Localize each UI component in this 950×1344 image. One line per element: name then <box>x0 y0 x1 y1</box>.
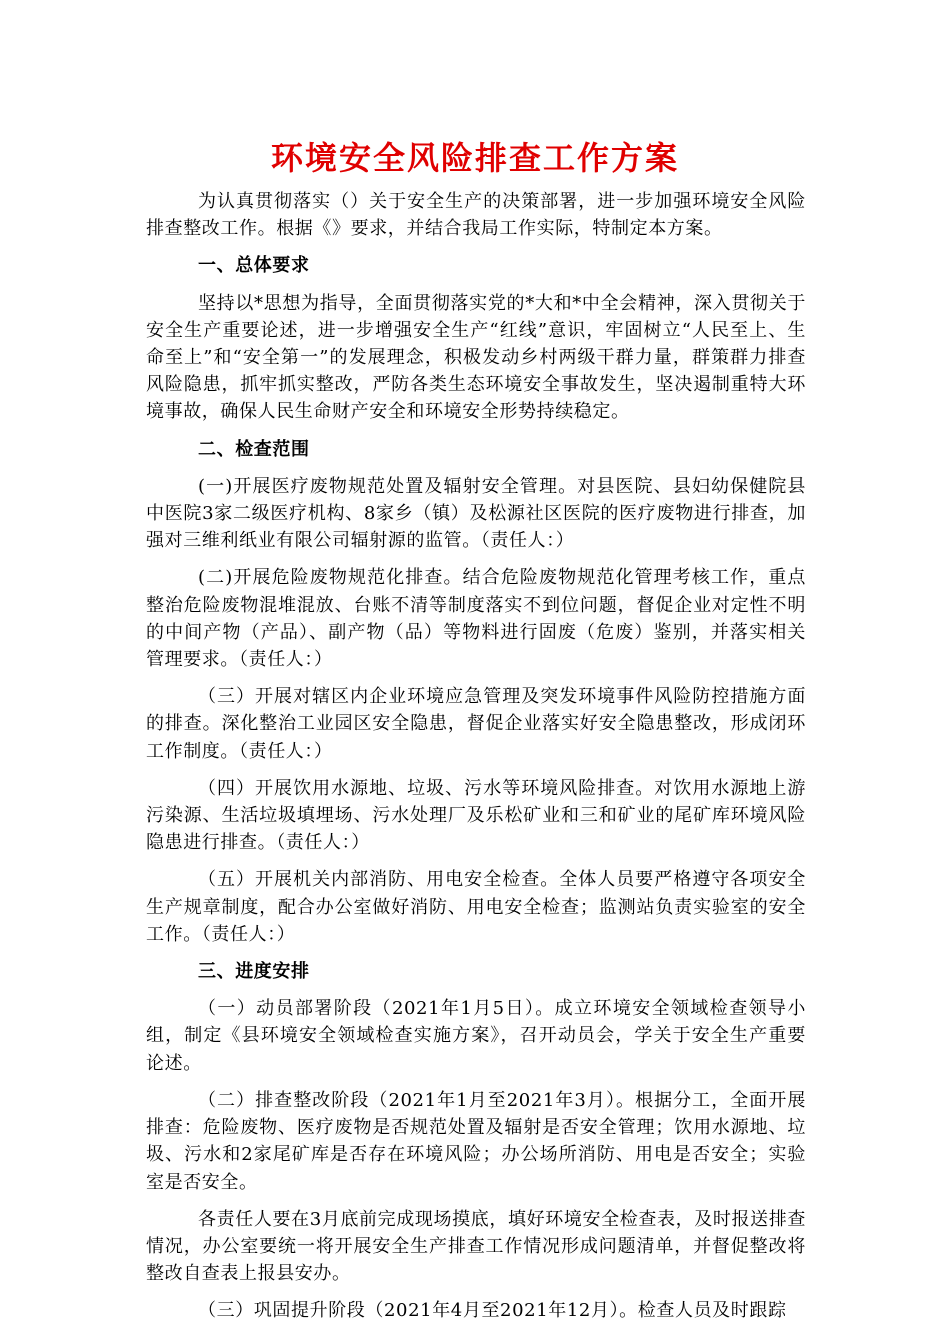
scope-paragraph-medical-waste: (一)开展医疗废物规范处置及辐射安全管理。对县医院、县妇幼保健院县中医院3家二级医疗机构、8家乡（镇）及松源社区医院的医疗废物进行排查，加强对三维利纸业有限公司辐射源的监管。（责任人：） <box>146 475 806 552</box>
section-heading-general-requirements: 一、总体要求 <box>198 255 310 277</box>
schedule-paragraph-consolidation: （三）巩固提升阶段（2021年4月至2021年12月）。检查人员及时跟踪 <box>198 1300 787 1322</box>
scope-paragraph-emergency-management: （三）开展对辖区内企业环境应急管理及突发环境事件风险防控措施方面的排查。深化整治工业园区安全隐患，督促企业落实好安全隐患整改，形成闭环工作制度。（责任人：） <box>146 686 806 762</box>
section-heading-inspection-scope: 二、检查范围 <box>198 438 310 460</box>
scope-paragraph-water-source: （四）开展饮用水源地、垃圾、污水等环境风险排查。对饮用水源地上游污染源、生活垃圾填埋场、污水处理厂及乐松矿业和三和矿业的尾矿库环境风险隐患进行排查。（责任人：） <box>146 777 806 854</box>
scope-paragraph-hazardous-waste: (二)开展危险废物规范化排查。结合危险废物规范化管理考核工作，重点整治危险废物混堆混放、台账不清等制度落实不到位问题，督促企业对定性不明的中间产物（产品）、副产物（品）等物料进行固废（危废）鉴别，并落实相关管理要求。（责任人：） <box>146 567 806 671</box>
document-body <box>146 188 806 1335</box>
section-heading-schedule: 三、进度安排 <box>198 961 310 983</box>
general-requirements-paragraph: 坚持以*思想为指导，全面贯彻落实党的*大和*中全会精神，深入贯彻关于安全生产重要论述，进一步增强安全生产“红线”意识，牢固树立“人民至上、生命至上”和“安全第一”的发展理念，积极发动乡村两级干群力量，群策群力排查风险隐患，抓牢抓实整改，严防各类生态环境安全事故发生，坚决遏制重特大环境事故，确保人民生命财产安全和环境安全形势持续稳定。 <box>146 292 806 423</box>
intro-paragraph: 为认真贯彻落实（）关于安全生产的决策部署，进一步加强环境安全风险排查整改工作。根据《》要求，并结合我局工作实际，特制定本方案。 <box>146 191 806 240</box>
schedule-paragraph-mobilization: （一）动员部署阶段（2021年1月5日）。成立环境安全领域检查领导小组，制定《县环境安全领域检查实施方案》，召开动员会，学关于安全生产重要论述。 <box>146 998 806 1074</box>
scope-paragraph-fire-electric-safety: （五）开展机关内部消防、用电安全检查。全体人员要严格遵守各项安全生产规章制度，配合办公室做好消防、用电安全检查；监测站负责实验室的安全工作。（责任人：） <box>146 869 806 945</box>
document-title: 环境安全风险排查工作方案 <box>270 139 679 177</box>
schedule-paragraph-responsibility: 各责任人要在3月底前完成现场摸底，填好环境安全检查表，及时报送排查情况，办公室要统一将开展安全生产排查工作情况形成问题清单，并督促整改将整改自查表上报县安办。 <box>146 1208 806 1285</box>
schedule-paragraph-inspection-rectification: （二）排查整改阶段（2021年1月至2021年3月）。根据分工，全面开展排查：危险废物、医疗废物是否规范处置及辐射是否安全管理；饮用水源地、垃圾、污水和2家尾矿库是否存在环境风险；办公场所消防、用电是否安全；实验室是否安全。 <box>146 1089 806 1193</box>
